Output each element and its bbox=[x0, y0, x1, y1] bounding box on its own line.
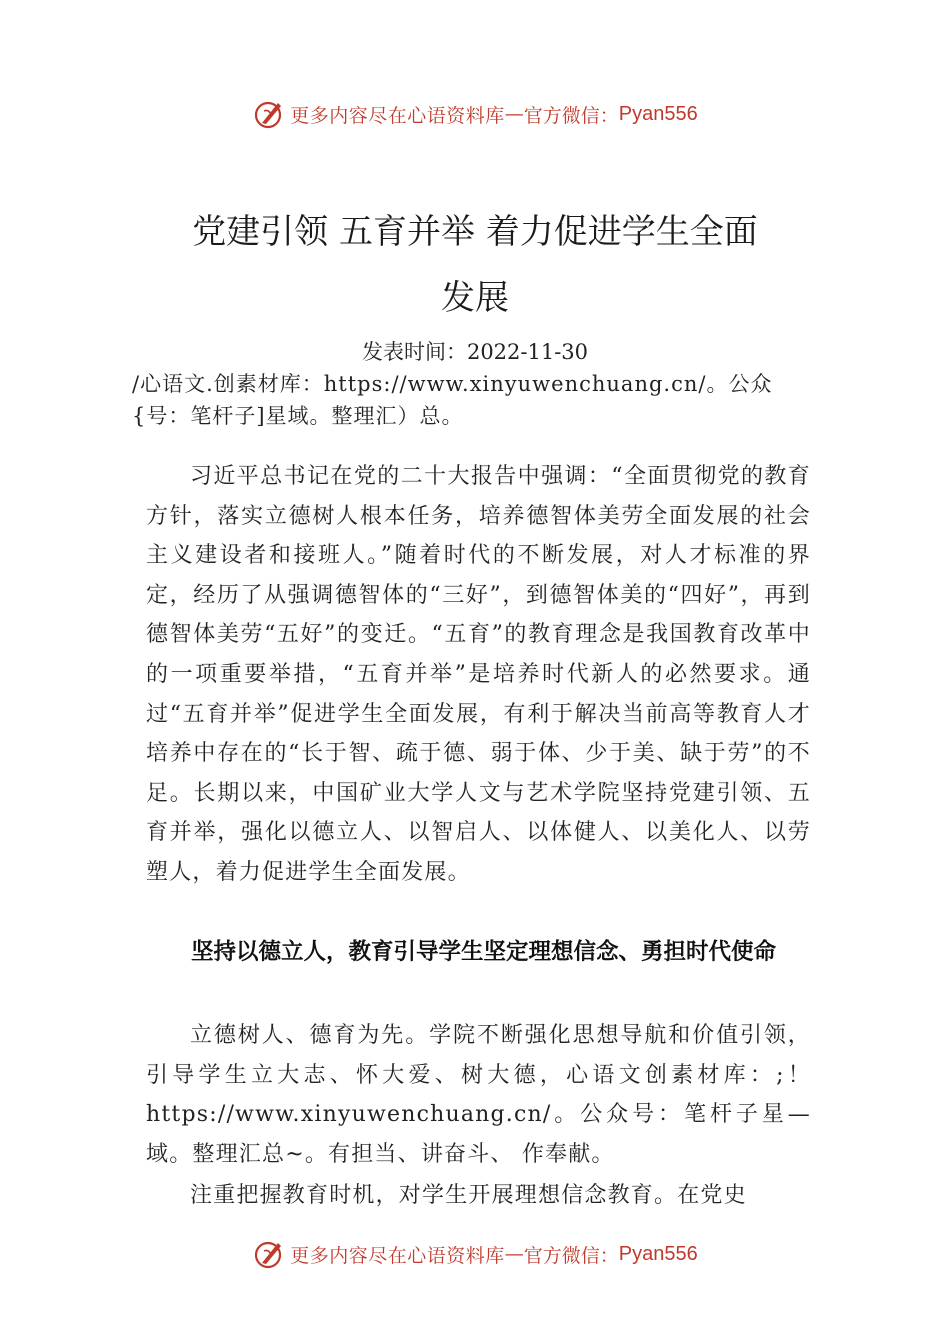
body-paragraph-2: 立德树人、德育为先。学院不断强化思想导航和价值引领，引导学生立大志、怀大爱、树大德，心语文创素材库：;！https://www.xinyuwenchuang.cn/。公众号：笔杆子星—域。整理汇总~。有担当、讲奋斗、 作奉献。 bbox=[146, 1023, 811, 1167]
quill-logo-icon bbox=[252, 1237, 286, 1271]
brand-text: 更多内容尽在心语资料库 bbox=[290, 104, 505, 127]
publish-date: 发表时间：2022-11-30 bbox=[361, 340, 589, 364]
banner-separator: — bbox=[504, 103, 524, 125]
header-banner bbox=[0, 94, 950, 134]
wechat-id: Pyan556 bbox=[618, 102, 698, 125]
source-line-1: /心语文.创素材库：https://www.xinyuwenchuang.cn/。公众 bbox=[132, 372, 773, 396]
footer-banner bbox=[0, 1234, 950, 1274]
banner-separator: — bbox=[504, 1243, 524, 1265]
wechat-label: 官方微信： bbox=[523, 1244, 619, 1267]
body-paragraph-3: 注重把握教育时机，对学生开展理想信念教育。在党史 bbox=[190, 1183, 747, 1208]
source-line-2: {号：笔杆子]星域。整理汇）总。 bbox=[132, 404, 464, 428]
article-title-line-1: 党建引领 五育并举 着力促进学生全面 bbox=[192, 212, 758, 252]
wechat-id: Pyan556 bbox=[618, 1242, 698, 1265]
body-paragraph-1: 习近平总书记在党的二十大报告中强调：“全面贯彻党的教育方针，落实立德树人根本任务，培养德智体美劳全面发展的社会主义建设者和接班人。”随着时代的不断发展，对人才标准的界定，经历了从强调德智体的“三好”，到德智体美的“四好”，再到德智体美劳“五好”的变迁。“五育”的教育理念是我国教育改革中的一项重要举措，“五育并举”是培养时代新人的必然要求。通过“五育并举”促进学生全面发展，有利于解决当前高等教育人才培养中存在的“长于智、疏于德、弱于体、少于美、缺于劳”的不足。长期以来，中国矿业大学人文与艺术学院坚持党建引领、五育并举，强化以德立人、以智启人、以体健人、以美化人、以劳塑人，着力促进学生全面发展。 bbox=[146, 464, 811, 885]
brand-text: 更多内容尽在心语资料库 bbox=[290, 1244, 505, 1267]
article-title-line-2: 发展 bbox=[441, 278, 509, 318]
section-heading-1: 坚持以德立人，教育引导学生坚定理想信念、勇担时代使命 bbox=[191, 939, 777, 965]
wechat-label: 官方微信： bbox=[523, 104, 619, 127]
quill-logo-icon bbox=[252, 97, 286, 131]
